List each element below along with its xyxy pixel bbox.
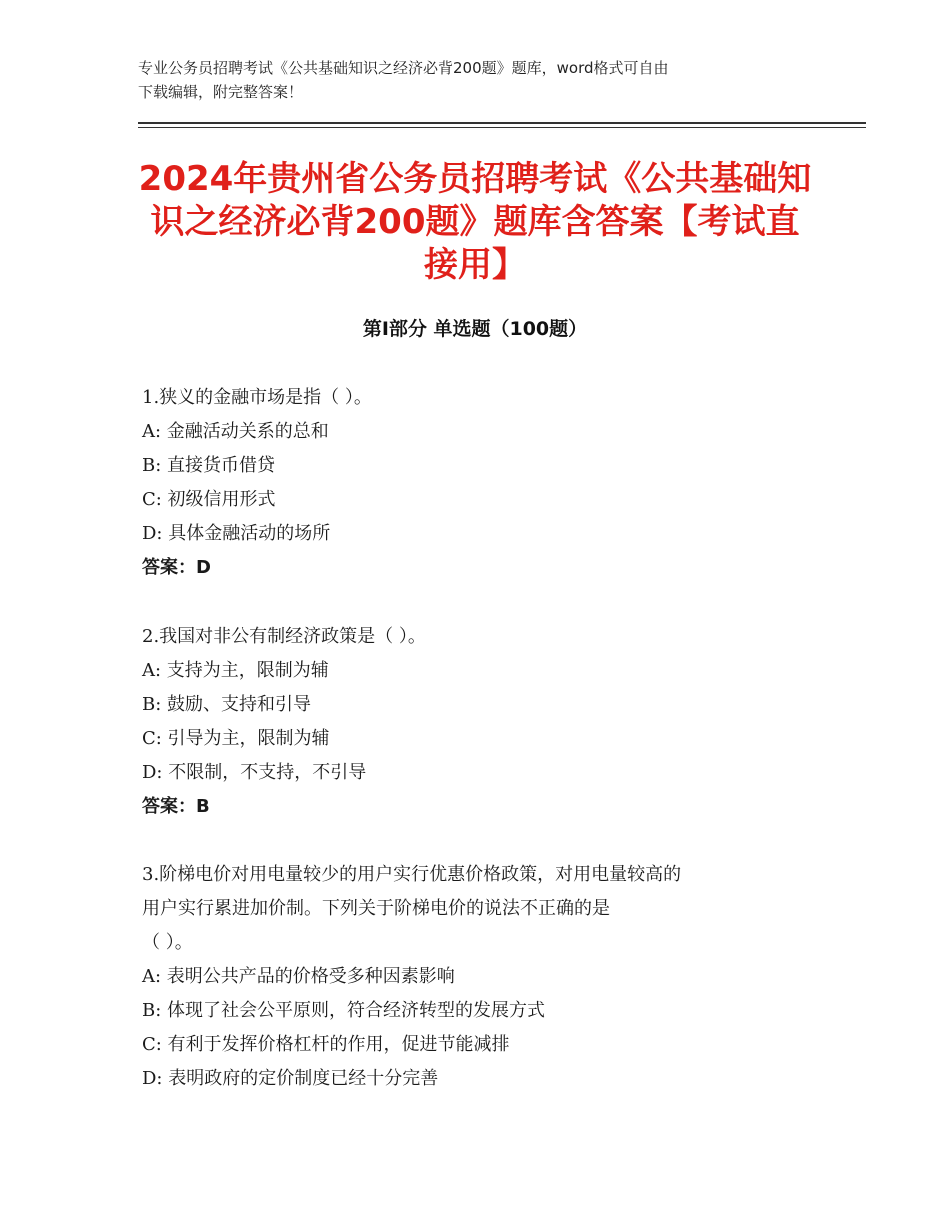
section-heading: 第Ⅰ部分 单选题（100题） xyxy=(362,318,588,340)
question-stem: 1.狭义的金融市场是指（ ）。 xyxy=(142,387,372,408)
option-d: D: 具体金融活动的场所 xyxy=(142,523,331,544)
header-rule-thick xyxy=(138,122,866,124)
question-stem-line-3: （ ）。 xyxy=(142,932,193,953)
title-line-2: 识之经济必背200题》题库含答案【考试直 xyxy=(150,202,800,242)
header-note-line-2: 下载编辑，附完整答案！ xyxy=(138,83,304,101)
question-stem-line-1: 3.阶梯电价对用电量较少的用户实行优惠价格政策，对用电量较高的 xyxy=(142,864,682,885)
option-d: D: 不限制，不支持，不引导 xyxy=(142,762,367,783)
document-title xyxy=(120,158,830,287)
option-b: B: 鼓励、支持和引导 xyxy=(142,694,312,715)
question-stem: 2.我国对非公有制经济政策是（ ）。 xyxy=(142,626,426,647)
question-1 xyxy=(142,381,822,585)
option-b: B: 体现了社会公平原则，符合经济转型的发展方式 xyxy=(142,1000,546,1021)
document-header-note xyxy=(138,56,818,104)
header-rule-thin xyxy=(138,127,866,128)
option-c: C: 引导为主，限制为辅 xyxy=(142,728,330,749)
answer-label: 答案：D xyxy=(142,557,211,578)
option-c: C: 初级信用形式 xyxy=(142,489,276,510)
question-3 xyxy=(142,858,822,1096)
question-2 xyxy=(142,620,822,824)
option-c: C: 有利于发挥价格杠杆的作用，促进节能减排 xyxy=(142,1034,510,1055)
question-stem-line-2: 用户实行累进加价制。下列关于阶梯电价的说法不正确的是 xyxy=(142,898,610,919)
option-b: B: 直接货币借贷 xyxy=(142,455,276,476)
title-line-3: 接用】 xyxy=(424,245,526,285)
option-d: D: 表明政府的定价制度已经十分完善 xyxy=(142,1068,439,1089)
option-a: A: 金融活动关系的总和 xyxy=(142,421,329,442)
title-line-1: 2024年贵州省公务员招聘考试《公共基础知 xyxy=(138,159,812,199)
option-a: A: 支持为主，限制为辅 xyxy=(142,660,329,681)
answer-label: 答案：B xyxy=(142,796,210,817)
option-a: A: 表明公共产品的价格受多种因素影响 xyxy=(142,966,455,987)
header-note-line-1: 专业公务员招聘考试《公共基础知识之经济必背200题》题库，word格式可自由 xyxy=(138,59,669,77)
